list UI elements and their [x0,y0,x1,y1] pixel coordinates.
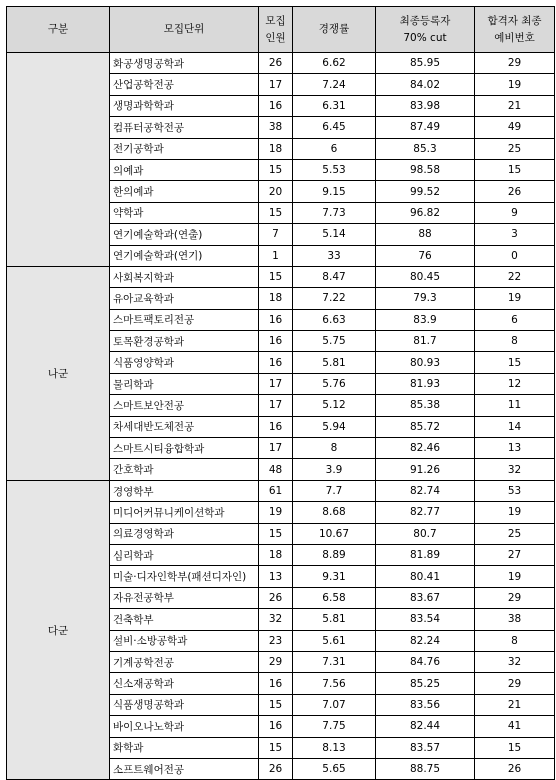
cell-waitlist: 14 [475,416,555,437]
admissions-table [6,6,555,780]
cell-rate: 8.13 [293,737,376,758]
cell-rate: 33 [293,245,376,266]
cell-cut: 91.26 [376,459,475,480]
cell-cut: 79.3 [376,288,475,309]
table-row [7,266,555,287]
cell-unit: 간호학과 [110,459,259,480]
cell-rate: 8.47 [293,266,376,287]
cell-quota: 16 [259,331,293,352]
cell-quota: 13 [259,566,293,587]
cell-unit: 산업공학전공 [110,74,259,95]
cell-waitlist: 15 [475,159,555,180]
cell-cut: 85.3 [376,138,475,159]
cell-waitlist: 12 [475,373,555,394]
cell-rate: 10.67 [293,523,376,544]
cell-waitlist: 25 [475,138,555,159]
cell-waitlist: 26 [475,181,555,202]
header-waitlist [475,7,555,53]
cell-unit: 화학과 [110,737,259,758]
cell-cut: 80.41 [376,566,475,587]
cell-cut: 84.76 [376,651,475,672]
cell-waitlist: 22 [475,266,555,287]
cell-quota: 26 [259,53,293,74]
cell-quota: 16 [259,416,293,437]
admissions-table-container [6,6,555,780]
cell-cut: 88.75 [376,758,475,779]
cell-waitlist: 29 [475,673,555,694]
cell-unit: 생명과학학과 [110,95,259,116]
cell-rate: 9.31 [293,566,376,587]
cell-unit: 의예과 [110,159,259,180]
cell-cut: 81.89 [376,544,475,565]
cell-rate: 5.14 [293,224,376,245]
cell-rate: 5.75 [293,331,376,352]
cell-quota: 1 [259,245,293,266]
cell-cut: 83.67 [376,587,475,608]
cell-rate: 7.31 [293,651,376,672]
cell-rate: 7.56 [293,673,376,694]
table-header [7,7,555,53]
cell-waitlist: 49 [475,117,555,138]
header-cut-line1: 최종등록자 [399,14,451,27]
cell-quota: 15 [259,266,293,287]
cell-unit: 연기예술학과(연기) [110,245,259,266]
cell-waitlist: 25 [475,523,555,544]
cell-waitlist: 32 [475,459,555,480]
cell-waitlist: 13 [475,438,555,459]
cell-rate: 6.62 [293,53,376,74]
header-row [7,7,555,53]
cell-waitlist: 29 [475,53,555,74]
cell-cut: 84.02 [376,74,475,95]
cell-unit: 유아교육학과 [110,288,259,309]
cell-waitlist: 19 [475,288,555,309]
cell-rate: 6.45 [293,117,376,138]
cell-unit: 차세대반도체전공 [110,416,259,437]
cell-unit: 약학과 [110,202,259,223]
group-label: 나군 [7,266,110,480]
cell-quota: 32 [259,609,293,630]
cell-rate: 7.75 [293,716,376,737]
cell-waitlist: 19 [475,502,555,523]
cell-rate: 6.63 [293,309,376,330]
cell-unit: 신소재공학과 [110,673,259,694]
cell-quota: 17 [259,438,293,459]
cell-waitlist: 41 [475,716,555,737]
cell-waitlist: 32 [475,651,555,672]
cell-rate: 5.61 [293,630,376,651]
cell-quota: 15 [259,737,293,758]
cell-rate: 7.22 [293,288,376,309]
cell-cut: 83.54 [376,609,475,630]
header-rate: 경쟁률 [293,7,376,53]
header-quota [259,7,293,53]
cell-rate: 7.07 [293,694,376,715]
cell-quota: 26 [259,758,293,779]
cell-quota: 18 [259,138,293,159]
cell-cut: 83.56 [376,694,475,715]
cell-unit: 의료경영학과 [110,523,259,544]
header-wait-line1: 합격자 최종 [487,14,542,27]
cell-waitlist: 0 [475,245,555,266]
cell-quota: 26 [259,587,293,608]
cell-quota: 17 [259,74,293,95]
cell-waitlist: 15 [475,737,555,758]
cell-quota: 48 [259,459,293,480]
cell-waitlist: 8 [475,331,555,352]
cell-waitlist: 21 [475,95,555,116]
cell-rate: 8.89 [293,544,376,565]
cell-quota: 16 [259,673,293,694]
cell-rate: 6.58 [293,587,376,608]
cell-rate: 7.24 [293,74,376,95]
cell-rate: 5.12 [293,395,376,416]
cell-cut: 85.95 [376,53,475,74]
cell-unit: 심리학과 [110,544,259,565]
cell-quota: 16 [259,716,293,737]
cell-cut: 76 [376,245,475,266]
table-row [7,480,555,501]
cell-waitlist: 6 [475,309,555,330]
cell-rate: 6 [293,138,376,159]
cell-unit: 자유전공학부 [110,587,259,608]
cell-cut: 99.52 [376,181,475,202]
cell-unit: 전기공학과 [110,138,259,159]
cell-unit: 컴퓨터공학전공 [110,117,259,138]
cell-waitlist: 19 [475,566,555,587]
cell-rate: 6.31 [293,95,376,116]
cell-quota: 18 [259,544,293,565]
cell-quota: 15 [259,202,293,223]
cell-waitlist: 26 [475,758,555,779]
cell-unit: 바이오나노학과 [110,716,259,737]
cell-rate: 7.73 [293,202,376,223]
header-cut [376,7,475,53]
group-label [7,53,110,267]
cell-unit: 한의예과 [110,181,259,202]
cell-unit: 식품생명공학과 [110,694,259,715]
cell-waitlist: 3 [475,224,555,245]
cell-cut: 82.77 [376,502,475,523]
cell-cut: 96.82 [376,202,475,223]
cell-quota: 19 [259,502,293,523]
cell-rate: 5.65 [293,758,376,779]
cell-rate: 5.94 [293,416,376,437]
header-group: 구분 [7,7,110,53]
cell-waitlist: 9 [475,202,555,223]
cell-quota: 15 [259,694,293,715]
cell-cut: 82.44 [376,716,475,737]
cell-unit: 경영학부 [110,480,259,501]
cell-cut: 80.7 [376,523,475,544]
cell-waitlist: 11 [475,395,555,416]
cell-unit: 스마트팩토리전공 [110,309,259,330]
cell-rate: 5.53 [293,159,376,180]
cell-rate: 5.81 [293,352,376,373]
cell-cut: 83.57 [376,737,475,758]
header-unit: 모집단위 [110,7,259,53]
cell-quota: 15 [259,523,293,544]
cell-quota: 38 [259,117,293,138]
cell-unit: 식품영양학과 [110,352,259,373]
cell-quota: 18 [259,288,293,309]
cell-rate: 9.15 [293,181,376,202]
cell-unit: 사회복지학과 [110,266,259,287]
cell-unit: 스마트시티융합학과 [110,438,259,459]
cell-rate: 7.7 [293,480,376,501]
cell-quota: 15 [259,159,293,180]
cell-cut: 83.9 [376,309,475,330]
cell-rate: 8.68 [293,502,376,523]
cell-waitlist: 21 [475,694,555,715]
cell-unit: 화공생명공학과 [110,53,259,74]
cell-waitlist: 38 [475,609,555,630]
cell-rate: 5.81 [293,609,376,630]
cell-waitlist: 8 [475,630,555,651]
cell-cut: 80.45 [376,266,475,287]
cell-unit: 미술·디자인학부(패션디자인) [110,566,259,587]
cell-quota: 17 [259,373,293,394]
cell-quota: 23 [259,630,293,651]
cell-quota: 16 [259,95,293,116]
cell-quota: 16 [259,352,293,373]
cell-cut: 87.49 [376,117,475,138]
cell-waitlist: 53 [475,480,555,501]
cell-cut: 85.72 [376,416,475,437]
cell-unit: 물리학과 [110,373,259,394]
cell-waitlist: 15 [475,352,555,373]
header-cut-line2: 70% cut [403,31,447,44]
cell-quota: 7 [259,224,293,245]
cell-cut: 82.74 [376,480,475,501]
cell-waitlist: 19 [475,74,555,95]
table-row [7,53,555,74]
cell-cut: 88 [376,224,475,245]
cell-unit: 설비·소방공학과 [110,630,259,651]
cell-cut: 85.25 [376,673,475,694]
cell-quota: 17 [259,395,293,416]
cell-cut: 82.24 [376,630,475,651]
cell-quota: 61 [259,480,293,501]
cell-cut: 80.93 [376,352,475,373]
cell-unit: 연기예술학과(연출) [110,224,259,245]
cell-unit: 소프트웨어전공 [110,758,259,779]
cell-unit: 스마트보안전공 [110,395,259,416]
cell-cut: 81.93 [376,373,475,394]
cell-waitlist: 27 [475,544,555,565]
cell-cut: 82.46 [376,438,475,459]
cell-waitlist: 29 [475,587,555,608]
cell-rate: 5.76 [293,373,376,394]
table-body [7,53,555,780]
header-wait-line2: 예비번호 [494,31,535,44]
cell-unit: 토목환경공학과 [110,331,259,352]
cell-rate: 3.9 [293,459,376,480]
cell-quota: 16 [259,309,293,330]
cell-cut: 81.7 [376,331,475,352]
cell-cut: 98.58 [376,159,475,180]
cell-unit: 기계공학전공 [110,651,259,672]
header-quota-line2: 인원 [265,31,286,44]
group-label: 다군 [7,480,110,779]
cell-unit: 건축학부 [110,609,259,630]
cell-rate: 8 [293,438,376,459]
cell-cut: 83.98 [376,95,475,116]
cell-quota: 20 [259,181,293,202]
header-quota-line1: 모집 [265,14,286,27]
cell-unit: 미디어커뮤니케이션학과 [110,502,259,523]
cell-quota: 29 [259,651,293,672]
cell-cut: 85.38 [376,395,475,416]
